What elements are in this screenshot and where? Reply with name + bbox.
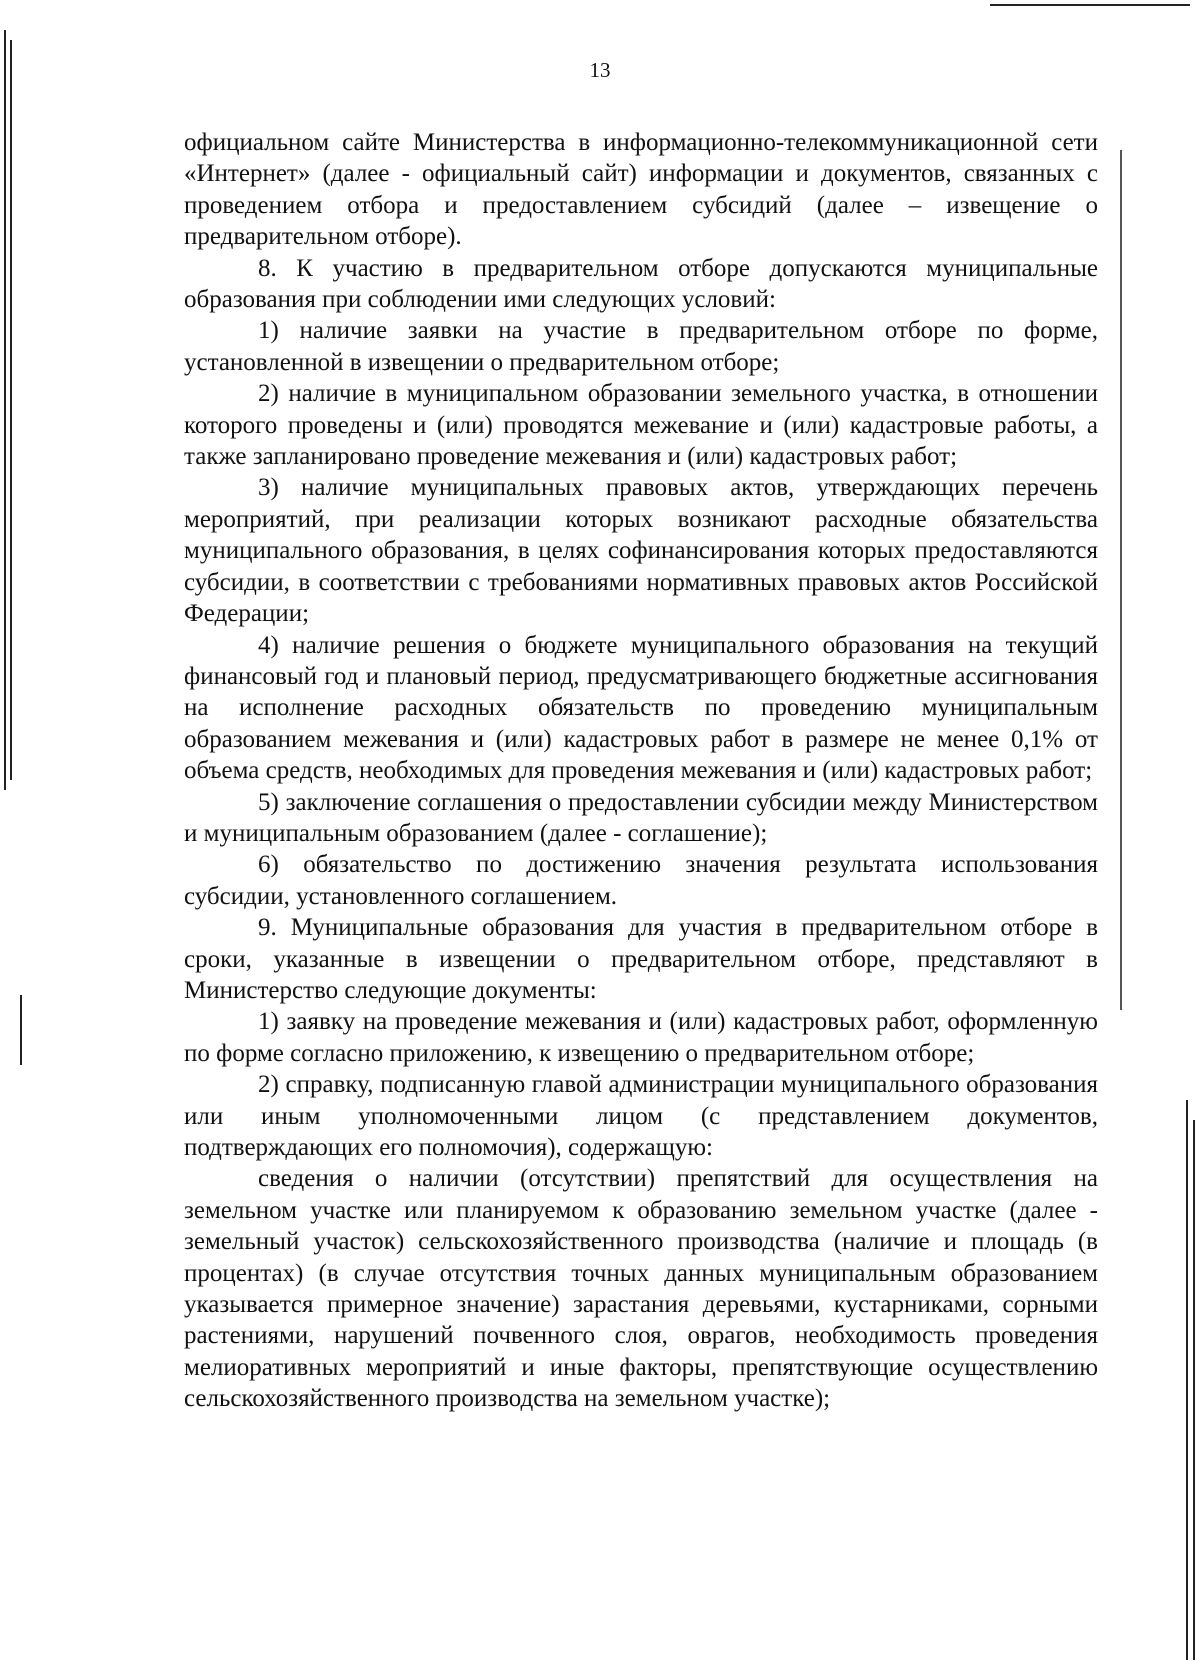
paragraph-document-2-details: сведения о наличии (отсутствии) препятствий для осуществления на земельном участке или планируемом к образованию земельном участке (далее - земельный участок) сельскохозяйственного производства (наличие и площадь (в процентах) (в случае отсутствия точных данных муниципальным образованием указывается примерное значение) зарастания деревьями, кустарниками, сорными растениями, нарушений почвенного слоя, оврагов, необходимость проведения мелиоративных мероприятий и иные факторы, препятствующие осуществлению сельскохозяйственного производства на земельном участке); — [184, 1165, 1098, 1413]
scan-edge-line — [990, 4, 1190, 6]
paragraph-condition-3: 3) наличие муниципальных правовых актов, утверждающих перечень мероприятий, при реализации которых возникают расходные обязательства муниципального образования, в целях софинансирования которых предоставляются субсидии, в соответствии с требованиями нормативных правовых актов Российской Федерации; — [184, 474, 1098, 628]
scan-edge-line — [1120, 150, 1122, 1010]
paragraph-clause-9: 9. Муниципальные образования для участия в предварительном отборе в сроки, указанные в извещении о предварительном отборе, представляют в Министерство следующие документы: — [184, 914, 1098, 1004]
paragraph-condition-5: 5) заключение соглашения о предоставлении субсидии между Министерством и муниципальным образованием (далее - соглашение); — [184, 788, 1098, 847]
paragraph-condition-1: 1) наличие заявки на участие в предварительном отборе по форме, установленной в извещении о предварительном отборе; — [184, 317, 1098, 376]
document-body — [184, 127, 1098, 1415]
paragraph-condition-4: 4) наличие решения о бюджете муниципального образования на текущий финансовый год и плановый период, предусматривающего бюджетные ассигнования на исполнение расходных обязательств по проведению муниципальным образованием межевания и (или) кадастровых работ в размере не менее 0,1% от объема средств, необходимых для проведения межевания и (или) кадастровых работ; — [184, 631, 1098, 785]
scan-edge-line — [1186, 1100, 1188, 1660]
paragraph-condition-2: 2) наличие в муниципальном образовании земельного участка, в отношении которого проведены и (или) проводятся межевание и (или) кадастровые работы, а также запланировано проведение межевания и (или) кадастровых работ; — [184, 380, 1098, 471]
page-number: 13 — [589, 58, 611, 82]
paragraph-clause-8: 8. К участию в предварительном отборе допускаются муниципальные образования при соблюдении ими следующих условий: — [184, 254, 1098, 314]
paragraph-document-2: 2) справку, подписанную главой администрации муниципального образования или иным уполномоченными лицом (с представлением документов, подтверждающих его полномочия), содержащую: — [184, 1071, 1098, 1161]
scan-edge-line — [4, 30, 6, 790]
paragraph-continuation: официальном сайте Министерства в информационно-телекоммуникационной сети «Интернет» (далее - официальный сайт) информации и документов, связанных с проведением отбора и предоставлением субсидий (далее – извещение о предварительном отборе). — [184, 129, 1098, 251]
paragraph-document-1: 1) заявку на проведение межевания и (или) кадастровых работ, оформленную по форме согласно приложению, к извещению о предварительном отборе; — [184, 1008, 1098, 1067]
scan-edge-line — [10, 40, 12, 780]
paragraph-condition-6: 6) обязательство по достижению значения результата использования субсидии, установленного соглашением. — [184, 851, 1098, 910]
scan-edge-line — [1193, 1120, 1195, 1660]
scan-edge-line — [20, 995, 22, 1065]
